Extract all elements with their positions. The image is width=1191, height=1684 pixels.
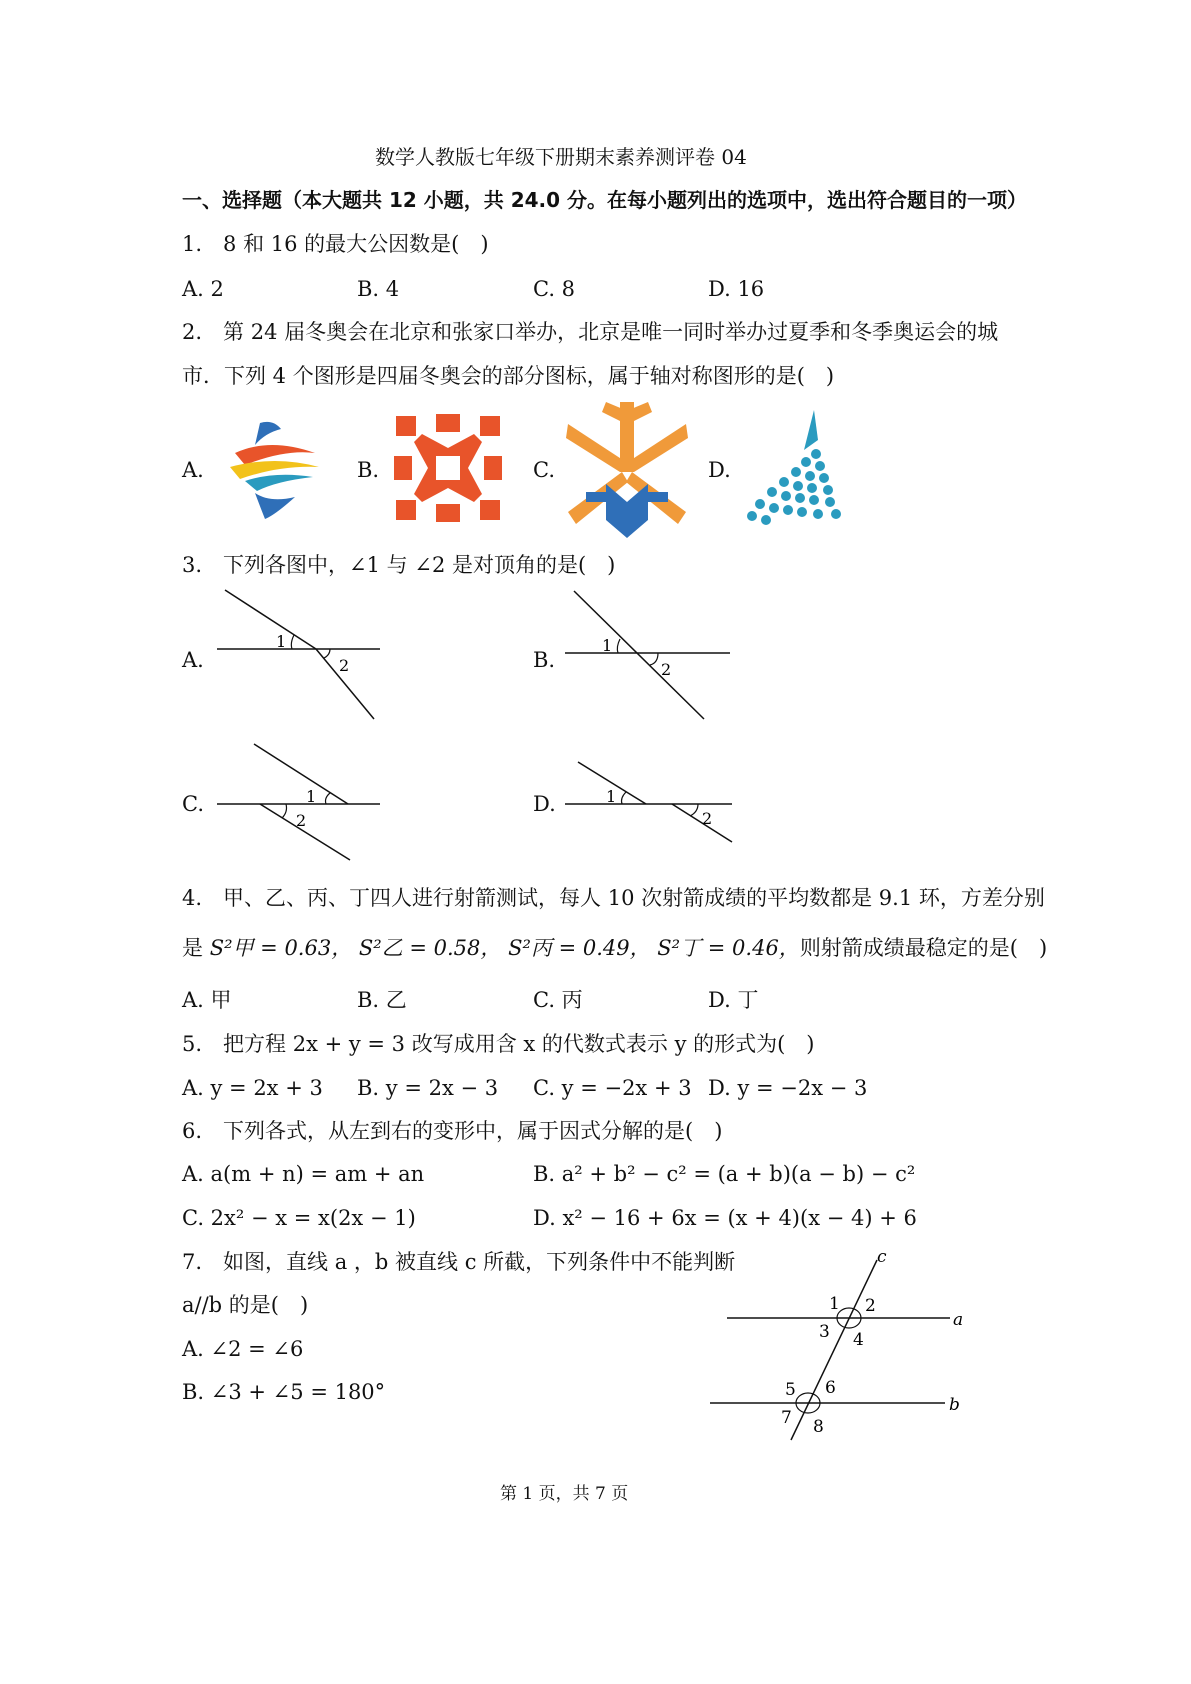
q2-option-a[interactable]: A. [182, 458, 204, 482]
line-a-label: a [953, 1310, 964, 1330]
page-title: 数学人教版七年级下册期末素养测评卷 04 [375, 145, 747, 169]
q7-option-b[interactable]: B. ∠3 + ∠5 = 180° [182, 1380, 386, 1404]
q6-option-d[interactable]: D. x² − 16 + 6x = (x + 4)(x − 4) + 6 [533, 1206, 917, 1230]
q1-option-b[interactable]: B. 4 [357, 277, 400, 301]
q4-option-b[interactable]: B. 乙 [357, 988, 407, 1012]
beijing-2022-logo-icon [215, 415, 325, 523]
q3b-angle2-label: 2 [661, 660, 672, 679]
q1-stem: 1. 8 和 16 的最大公因数是( ) [182, 232, 489, 256]
page-footer: 第 1 页，共 7 页 [500, 1484, 629, 1504]
angle-8-label: 8 [813, 1417, 824, 1437]
section-heading: 一、选择题（本大题共 12 小题，共 24.0 分。在每小题列出的选项中，选出符合题目的一项） [182, 188, 1028, 212]
q7-stem-line2: a//b 的是( ) [182, 1293, 309, 1317]
q4-option-a[interactable]: A. 甲 [182, 988, 232, 1012]
q4-suffix: 则射箭成绩最稳定的是( ) [799, 936, 1048, 960]
line-b-label: b [949, 1395, 960, 1415]
angle-3-label: 3 [819, 1322, 830, 1342]
angle-2-label: 2 [865, 1296, 876, 1316]
q3a-angle2-label: 2 [339, 656, 350, 675]
q4-stem-line2 [182, 934, 1047, 962]
squaw-valley-logo-icon [744, 410, 854, 526]
q2-option-d[interactable]: D. [708, 458, 731, 482]
q4-variance-jia: S²甲 = 0.63， [209, 936, 353, 960]
sarajevo-logo-icon [392, 412, 504, 524]
angle-5-label: 5 [785, 1380, 796, 1400]
q3-option-b[interactable]: B. [533, 648, 556, 672]
q3c-angle1-label: 1 [306, 787, 317, 806]
q5-stem: 5. 把方程 2x + y = 3 改写成用含 x 的代数式表示 y 的形式为( ) [182, 1032, 815, 1056]
lake-placid-logo-icon [566, 402, 688, 538]
q7-stem-line1: 7. 如图，直线 a ，b 被直线 c 所截，下列条件中不能判断 [182, 1250, 736, 1274]
q3c-angle2-label: 2 [296, 811, 307, 830]
q5-option-a[interactable]: A. y = 2x + 3 [182, 1076, 323, 1100]
q3d-angle2-label: 2 [702, 809, 713, 828]
q3a-angle1-label: 1 [276, 632, 287, 651]
q2-option-b[interactable]: B. [357, 458, 380, 482]
q4-variance-ding: S²丁 = 0.46， [657, 936, 800, 960]
q3-figure-c [212, 738, 387, 866]
q4-prefix: 是 [182, 936, 210, 960]
q4-option-c[interactable]: C. 丙 [533, 988, 583, 1012]
q1-option-d[interactable]: D. 16 [708, 277, 765, 301]
angle-7-label: 7 [781, 1408, 792, 1428]
q7-option-a[interactable]: A. ∠2 = ∠6 [182, 1337, 304, 1361]
angle-6-label: 6 [825, 1378, 836, 1398]
q3b-angle1-label: 1 [602, 636, 613, 655]
q2-stem-line1: 2. 第 24 届冬奥会在北京和张家口举办，北京是唯一同时举办过夏季和冬季奥运会的城 [182, 320, 999, 344]
q4-variance-yi: S²乙 = 0.58， [358, 936, 502, 960]
q2-option-c[interactable]: C. [533, 458, 555, 482]
q4-variance-bing: S²丙 = 0.49， [508, 936, 651, 960]
q6-option-b[interactable]: B. a² + b² − c² = (a + b)(a − b) − c² [533, 1162, 916, 1186]
q4-stem-line1: 4. 甲、乙、丙、丁四人进行射箭测试，每人 10 次射箭成绩的平均数都是 9.1 环，方差分别 [182, 886, 1045, 910]
q6-stem: 6. 下列各式，从左到右的变形中，属于因式分解的是( ) [182, 1119, 723, 1143]
q3-stem: 3. 下列各图中，∠1 与 ∠2 是对顶角的是( ) [182, 553, 616, 577]
angle-1-label: 1 [829, 1294, 840, 1314]
q6-option-a[interactable]: A. a(m + n) = am + an [182, 1162, 425, 1186]
q5-option-d[interactable]: D. y = −2x − 3 [708, 1076, 868, 1100]
q5-option-b[interactable]: B. y = 2x − 3 [357, 1076, 499, 1100]
q3-figure-a [212, 585, 387, 725]
q3-option-a[interactable]: A. [182, 648, 204, 672]
q3-figure-d [560, 748, 740, 848]
q6-option-c[interactable]: C. 2x² − x = x(2x − 1) [182, 1206, 416, 1230]
q3-option-d[interactable]: D. [533, 792, 556, 816]
q2-stem-line2: 市．下列 4 个图形是四届冬奥会的部分图标，属于轴对称图形的是( ) [182, 364, 835, 388]
q1-option-a[interactable]: A. 2 [182, 277, 224, 301]
q5-option-c[interactable]: C. y = −2x + 3 [533, 1076, 692, 1100]
q3-figure-b [560, 585, 735, 725]
q7-figure [705, 1245, 975, 1445]
q4-option-d[interactable]: D. 丁 [708, 988, 759, 1012]
q3d-angle1-label: 1 [606, 787, 617, 806]
q3-option-c[interactable]: C. [182, 792, 204, 816]
angle-4-label: 4 [853, 1330, 864, 1350]
line-c-label: c [877, 1247, 887, 1267]
q1-option-c[interactable]: C. 8 [533, 277, 576, 301]
